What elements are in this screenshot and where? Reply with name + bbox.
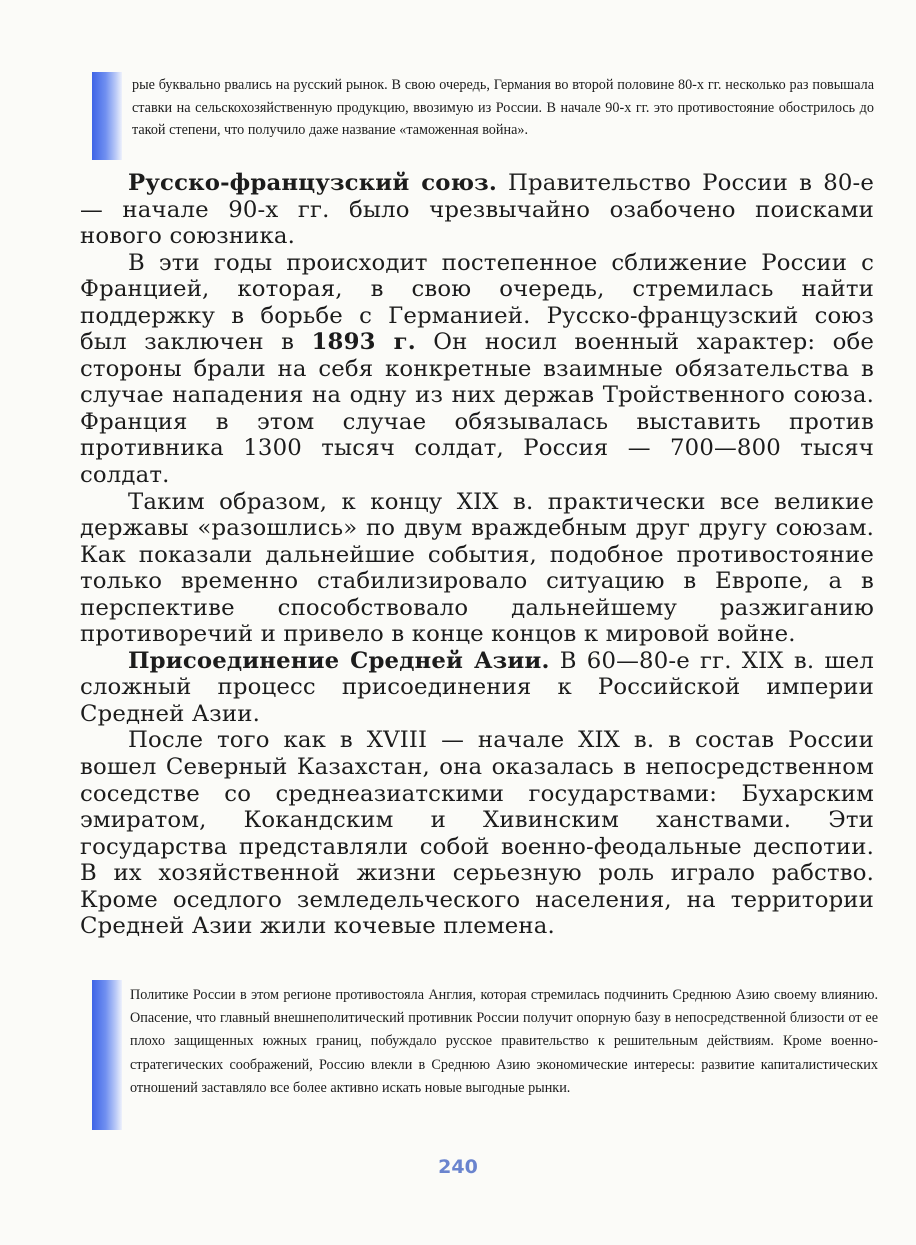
paragraph [80, 648, 874, 728]
side-note-top [92, 72, 874, 160]
main-text [80, 170, 874, 940]
paragraph [80, 250, 874, 489]
paragraph: После того как в XVIII — начале XIX в. в состав России вошел Северный Казахстан, она оказалась в непосредственном соседстве со среднеазиатскими государствами: Бухарским эмиратом, Кокандским и Хивинским ханствами. Эти государства представляли собой военно-феодальные деспотии. В их хозяйственной жизни серьезную роль играло рабство. Кроме оседлого земледельческого населения, на территории Средней Азии жили кочевые племена. [80, 727, 874, 940]
side-note-text: Политике России в этом регионе противостояла Англия, которая стремилась подчинить Среднюю Азию своему влиянию. Опасение, что главный внешнеполитический противник России получит опорную базу в непосредственной близости от ее плохо защищенных южных границ, побуждало русское правительство к решительным действиям. Кроме военно-стратегических соображений, Россию влекли в Среднюю Азию экономические интересы: развитие капиталистических отношений заставляло все более активно искать новые выгодные рынки. [130, 987, 878, 1096]
side-note-bottom [92, 980, 878, 1130]
side-note-text: рые буквально рвались на русский рынок. В свою очередь, Германия во второй половине 80-х гг. несколько раз повышала ставки на сельскохозяйственную продукцию, ввозимую из России. В начале 90-х гг. это противостояние обострилось до такой степени, что получило даже название «таможенная война». [132, 77, 874, 139]
section-heading: Присоединение Средней Азии. [128, 647, 550, 674]
paragraph: Таким образом, к концу XIX в. практически все великие державы «разошлись» по двум враждебным друг другу союзам. Как показали дальнейшие события, подобное противостояние только временно стабилизировало ситуацию в Европе, а в перспективе способствовало дальнейшему разжиганию противоречий и привело в конце концов к мировой войне. [80, 488, 874, 648]
paragraph-text: Правительство России в 80-е — начале 90-х гг. было чрезвычайно озабочено поисками нового союзника. [80, 170, 874, 250]
highlighted-year: 1893 г. [311, 329, 416, 356]
page-number: 240 [438, 1156, 478, 1178]
paragraph-text: В 60—80-е гг. XIX в. шел сложный процесс присоединения к Российской империи Средней Азии. [80, 647, 874, 727]
paragraph-text: В эти годы происходит постепенное сближение России с Францией, которая, в свою очередь, стремилась найти поддержку в борьбе с Германией. Русско-французский союз был заключен в [80, 249, 874, 356]
note-marker-stripe [92, 980, 122, 1130]
section-heading: Русско-французский союз. [128, 170, 497, 196]
note-marker-stripe [92, 72, 122, 160]
paragraph [80, 170, 874, 250]
paragraph-text: Он носил военный характер: обе стороны брали на себя конкретные взаимные обязательства в случае нападения на одну из них держав Тройственного союза. Франция в этом случае обязывалась выставить против противника 1300 тысяч солдат, Россия — 700—800 тысяч солдат. [80, 329, 874, 489]
